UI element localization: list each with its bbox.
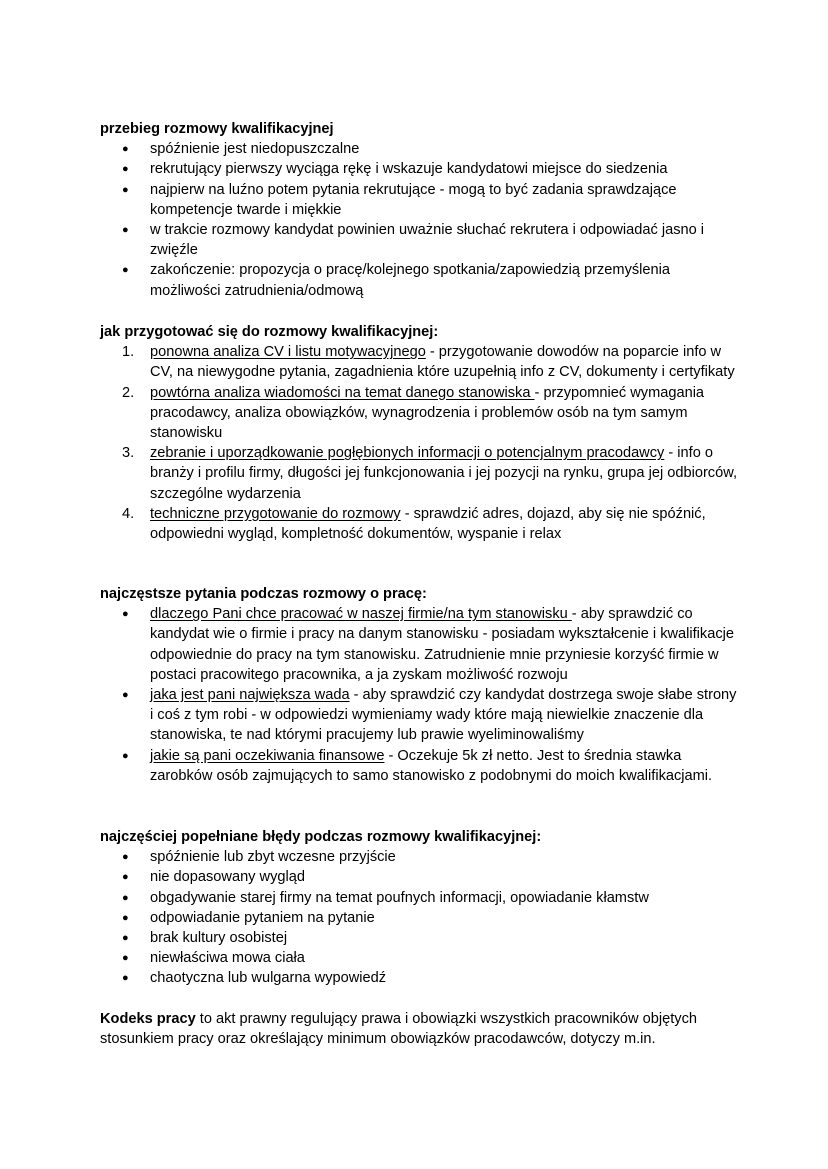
underlined-topic: powtórna analiza wiadomości na temat danego stanowiska bbox=[150, 384, 535, 401]
numbered-list bbox=[100, 342, 740, 544]
list-item bbox=[100, 342, 740, 382]
underlined-question: dlaczego Pani chce pracować w naszej firmie/na tym stanowisku bbox=[150, 606, 572, 623]
underlined-topic: techniczne przygotowanie do rozmowy bbox=[150, 505, 401, 522]
item-text: - aby sprawdzić czy kandydat dostrzega swoje słabe strony i coś z tym robi - w odpowiedzi wymieniamy wady które mają niewielkie znaczenie dla stanowiska, te nad którymi pracujemy lub prawie wyeliminowaliśmy bbox=[150, 687, 737, 744]
section-preparation bbox=[100, 322, 740, 544]
section-heading: najczęściej popełniane błędy podczas rozmowy kwalifikacyjnej: bbox=[100, 829, 542, 845]
list-number: 4. bbox=[122, 505, 135, 522]
list-item bbox=[100, 746, 740, 786]
list-item: ● niewłaściwa mowa ciała bbox=[100, 948, 740, 968]
item-text: - przygotowanie dowodów na poparcie info w CV, na niewygodne pytania, zagadnienia które uzupełnią info z CV, dokumenty i certyfikaty bbox=[150, 344, 735, 381]
list-item: ● spóźnienie lub zbyt wczesne przyjście bbox=[100, 847, 740, 867]
list-item: ● nie dopasowany wygląd bbox=[100, 867, 740, 887]
list-item: ● zakończenie: propozycja o pracę/kolejnego spotkania/zapowiedzią przemyślenia możliwości zatrudnienia/odmową bbox=[100, 260, 740, 300]
bold-term: Kodeks pracy bbox=[100, 1011, 196, 1027]
bullet-list bbox=[100, 139, 740, 301]
list-item: ● w trakcie rozmowy kandydat powinien uważnie słuchać rekrutera i odpowiadać jasno i zwięźle bbox=[100, 220, 740, 260]
list-number: 2. bbox=[122, 384, 135, 401]
underlined-topic: ponowna analiza CV i listu motywacyjnego bbox=[150, 344, 426, 361]
list-item bbox=[100, 383, 740, 444]
section-heading: przebieg rozmowy kwalifikacyjnej bbox=[100, 121, 334, 137]
item-text: - Oczekuje 5k zł netto. Jest to średnia stawka zarobków osób zajmujących to samo stanowisko z podobnymi do moich kwalifikacjami. bbox=[150, 747, 713, 784]
list-item bbox=[100, 504, 740, 544]
bullet-list bbox=[100, 847, 740, 988]
list-item: ● rekrutujący pierwszy wyciąga rękę i wskazuje kandydatowi miejsce do siedzenia bbox=[100, 159, 740, 179]
list-item bbox=[100, 443, 740, 504]
list-item: ● brak kultury osobistej bbox=[100, 928, 740, 948]
list-item: ● chaotyczna lub wulgarna wypowiedź bbox=[100, 968, 740, 988]
paragraph bbox=[100, 1009, 740, 1049]
section-heading: najczęstsze pytania podczas rozmowy o pracę: bbox=[100, 586, 427, 602]
list-number: 1. bbox=[122, 344, 135, 361]
section-heading: jak przygotować się do rozmowy kwalifikacyjnej: bbox=[100, 324, 439, 340]
bullet-list bbox=[100, 604, 740, 786]
paragraph-text: to akt prawny regulujący prawa i obowiązki wszystkich pracowników objętych stosunkiem pracy oraz określający minimum obowiązków pracodawców, dotyczy m.in. bbox=[100, 1011, 697, 1048]
underlined-topic: zebranie i uporządkowanie pogłębionych informacji o potencjalnym pracodawcy bbox=[150, 445, 665, 462]
list-item bbox=[100, 685, 740, 746]
item-text: - info o branży i profilu firmy, długości jej funkcjonowania i jej pozycji na rynku, grupa jej odbiorców, szczególne wydarzenia bbox=[150, 445, 738, 502]
list-item: ● obgadywanie starej firmy na temat poufnych informacji, opowiadanie kłamstw bbox=[100, 888, 740, 908]
underlined-question: jakie są pani oczekiwania finansowe bbox=[150, 747, 385, 764]
item-text: - przypomnieć wymagania pracodawcy, analiza obowiązków, wynagrodzenia i problemów osób na tym samym stanowisku bbox=[150, 384, 705, 442]
section-common-questions bbox=[100, 584, 740, 786]
list-number: 3. bbox=[122, 445, 135, 462]
item-text: - sprawdzić adres, dojazd, aby się nie spóźnić, odpowiedni wygląd, kompletność dokumentów, wyspanie i relax bbox=[150, 505, 706, 543]
underlined-question: jaka jest pani największa wada bbox=[150, 687, 350, 704]
section-interview-course bbox=[100, 119, 740, 301]
list-item: ● odpowiadanie pytaniem na pytanie bbox=[100, 908, 740, 928]
item-text: - aby sprawdzić co kandydat wie o firmie i pracy na danym stanowisku - posiadam wykształcenie i kwalifikacje odpowiednie do pracy na tym stanowisku. Zatrudnienie mnie przyniesie korzyść firmie w postaci pracowitego pracownika, a ja zyskam możliwość rozwoju bbox=[150, 606, 734, 683]
section-common-mistakes bbox=[100, 827, 740, 989]
section-labor-code bbox=[100, 1009, 740, 1049]
list-item bbox=[100, 604, 740, 685]
list-item: ● spóźnienie jest niedopuszczalne bbox=[100, 139, 740, 159]
list-item: ● najpierw na luźno potem pytania rekrutujące - mogą to być zadania sprawdzające kompetencje twarde i miękkie bbox=[100, 180, 740, 220]
